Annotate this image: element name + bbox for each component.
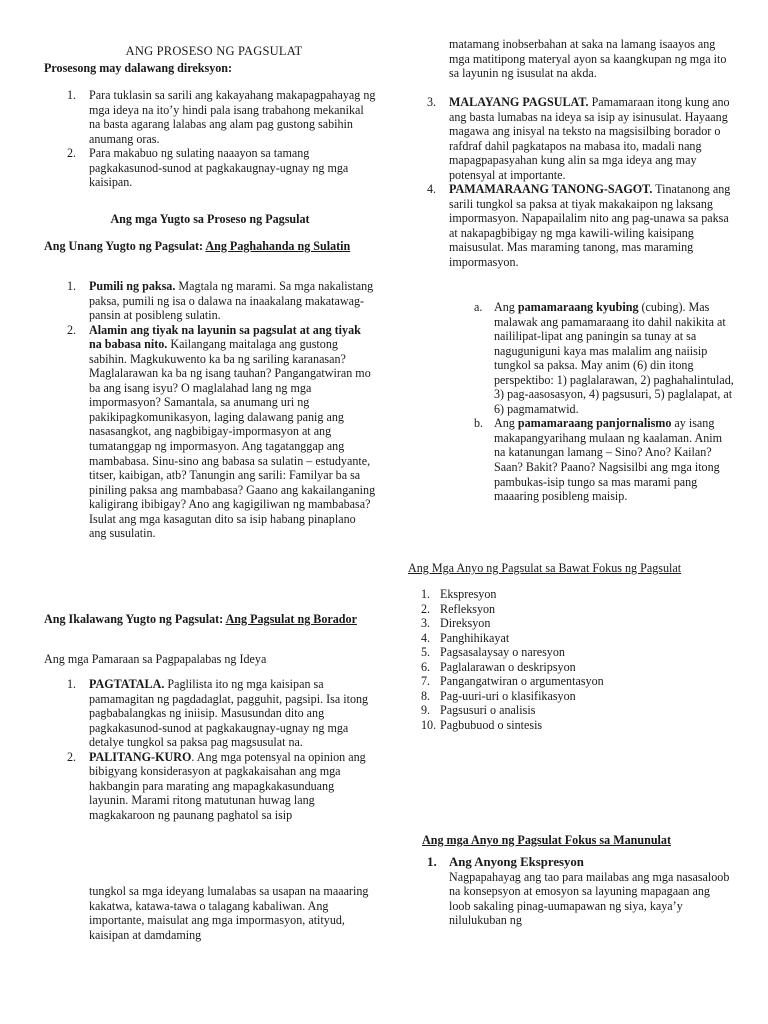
ikalawang-yugto-heading: Ang Ikalawang Yugto ng Pagsulat: Ang Pagsulat ng Borador <box>44 612 357 626</box>
manunulat-heading: Ang mga Anyo ng Pagsulat Fokus sa Manunulat <box>422 833 671 847</box>
unang-yugto-heading: Ang Unang Yugto ng Pagsulat: Ang Paghahanda ng Sulatin <box>44 239 351 253</box>
page-title: ANG PROSESO NG PAGSULAT <box>125 44 303 59</box>
continued-paragraph: matamang inobserbahan at saka na lamang isaayos ang mga matitipong materyal ayon sa kaangkupan ng mga ito sa layunin ng isusulat na akda. <box>449 37 727 81</box>
list-item: 5. Pagsasalaysay o naresyon <box>421 645 565 660</box>
list-item: 1. Pumili ng paksa. Magtala ng marami. Sa mga nakalistang paksa, pumili ng isa o dalawa na inaakalang makatawag-pansin at posibleng sulatin. <box>67 279 374 323</box>
list-item: 2. Refleksyon <box>421 601 496 616</box>
list-item: a. Ang pamamaraang kyubing (cubing). Mas malawak ang pamamaraang ito dahil nakikita at naililipat-lipat ang paningin sa tunay at sa naguguniguni kaya mas malalim ang naiisip tungkol sa paksa. May anim (6) din itong perspektibo: 1) paglalarawan, 2) paghahalintulad, 3) pag-aasosasyon, 4) pagsusuri, 5) paglalapat, at 6) pagmamatwid. <box>474 300 734 416</box>
list-item: 2. PALITANG-KURO. Ang mga potensyal na opinion ang bibigyang konsiderasyon at pagkakaisahan ang mga hakbangin para marating ang mapagkakasunduang layunin. Marami ritong matutunan huwag lang magkakaroon ng paunang paghatol sa isip <box>67 749 366 822</box>
list-item: 1. Para tuklasin sa sarili ang kakayahang makapagpahayag ng mga ideya na ito’y hindi pala isang trabahong mekanikal na basta agarang lalabas ang alam pag gustong sabihin anumang oras. <box>67 88 376 146</box>
list-item: 1. Ang Anyong Ekspresyon Nagpapahayag ang tao para mailabas ang mga nasasaloob na konsepsyon at emosyon sa layuning mapagaan ang loob sakaling pinag-uumapawan ng siya, kaya’y nilulukuban ng <box>427 854 730 928</box>
list-item: 3. MALAYANG PAGSULAT. Pamamaraan itong kung ano ang basta lumabas na ideya sa isip ay isinusulat. Hayaang magawa ang inisyal na teksto na magsisilbing borador o rafdraf dahil pagkatapos na mabasa ito, madali nang mapagpapasyahan kung alin sa mga ideya ang may potensyal at importante. <box>427 95 730 182</box>
list-item: 4. Panghihikayat <box>421 630 510 645</box>
list-item: b. Ang pamamaraang panjornalismo ay isang makapangyarihang mulaan ng kaalaman. Anim na katanungan lamang – Sino? Ano? Kailan? Saan? Bakit? Paano? Nagsisilbi ang mga itong pambukas-isip tungo sa mas marami pang maaaring posibleng maisip. <box>474 416 723 504</box>
yugto-heading: Ang mga Yugto sa Proseso ng Pagsulat <box>110 212 310 226</box>
anyo-heading: Ang Mga Anyo ng Pagsulat sa Bawat Fokus ng Pagsulat <box>408 561 682 575</box>
pamaraan-heading: Ang mga Pamaraan sa Pagpapalabas ng Ideya <box>44 652 267 666</box>
manunulat-list <box>404 855 734 928</box>
list-item: 1. Ekspresyon <box>421 587 497 601</box>
pamaraan-list <box>44 677 376 822</box>
list-item: 6. Paglalarawan o deskripsyon <box>421 659 576 674</box>
list-item: 8. Pag-uuri-uri o klasifikasyon <box>421 688 576 703</box>
unang-yugto-list <box>44 279 376 541</box>
list-item: 1. PAGTATALA. Paglilista ito ng mga kaisipan sa pamamagitan ng pagdadaglat, pagguhit, pagsipi. Isa itong pagbabalangkas ng iniisip. Masusundan dito ang pagkakasunod-sunod at pagkakaugnay-ugnay ng mga detalye tungkol sa paksa pag magsusulat na. <box>67 677 369 750</box>
list-item: 4. PAMAMARAANG TANONG-SAGOT. Tinatanong ang sarili tungkol sa paksa at tiyak makakaipon ng laksang impormasyon. Napapailalim nito ang pag-unawa sa paksa at nakapagbibigay ng mga kawili-wiling kaisipang maisusulat. Mas maraming tanong, mas maraming impormasyon. <box>427 182 731 270</box>
list-item: 3. Direksyon <box>421 616 491 631</box>
tanong-sagot-sublist <box>404 300 734 504</box>
anyo-list <box>404 587 734 732</box>
continued-paragraph: tungkol sa mga ideyang lumalabas sa usapan na maaaring kakatwa, katawa-tawa o talagang kabaliwan. Ang importante, maisulat ang mga impormasyon, atityud, kaisipan at damdaming <box>89 884 369 942</box>
direksyon-heading: Prosesong may dalawang direksyon: <box>44 61 233 75</box>
pamaraan-list-cont <box>404 95 734 270</box>
list-item: 10. Pagbubuod o sintesis <box>421 717 543 732</box>
list-item: 2. Alamin ang tiyak na layunin sa pagsulat at ang tiyak na babasa nito. Kailangang maitalaga ang gustong sabihin. Magkukuwento ka ba ng sariling karanasan? Maglalarawan ka ba ng isang tauhan? Pangangatwiran mo ba ang isang isyu? O maglalahad lang ng mga impormasyon? Samantala, sa anumang uri ng pakikipagkomunikasyon, laging dalawang panig ang nasasangkot, ang nagbibigay-impormasyon at ang tumatanggap ng impormasyon. Ang tagatanggap ang mambabasa. Sinu-sino ang babasa sa sulatin – estudyante, titser, kaibigan, atb? Tanungin ang sarili: Familyar ba sa piniling paksa ang mambabasa? Gaano ang kakailanganing kaligirang ibibigay? Ano ang kagigiliwan ng mambabasa? Isulat ang mga kasagutan dito sa isip habang pinaplano ang susulatin. <box>67 322 376 541</box>
list-item: 2. Para makabuo ng sulating naaayon sa tamang pagkakasunod-sunod at pagkakaugnay-ugnay ng mga kaisipan. <box>67 146 349 190</box>
direksyon-list <box>44 88 376 190</box>
list-item: 9. Pagsusuri o analisis <box>421 703 536 718</box>
list-item: 7. Pangangatwiran o argumentasyon <box>421 674 604 689</box>
